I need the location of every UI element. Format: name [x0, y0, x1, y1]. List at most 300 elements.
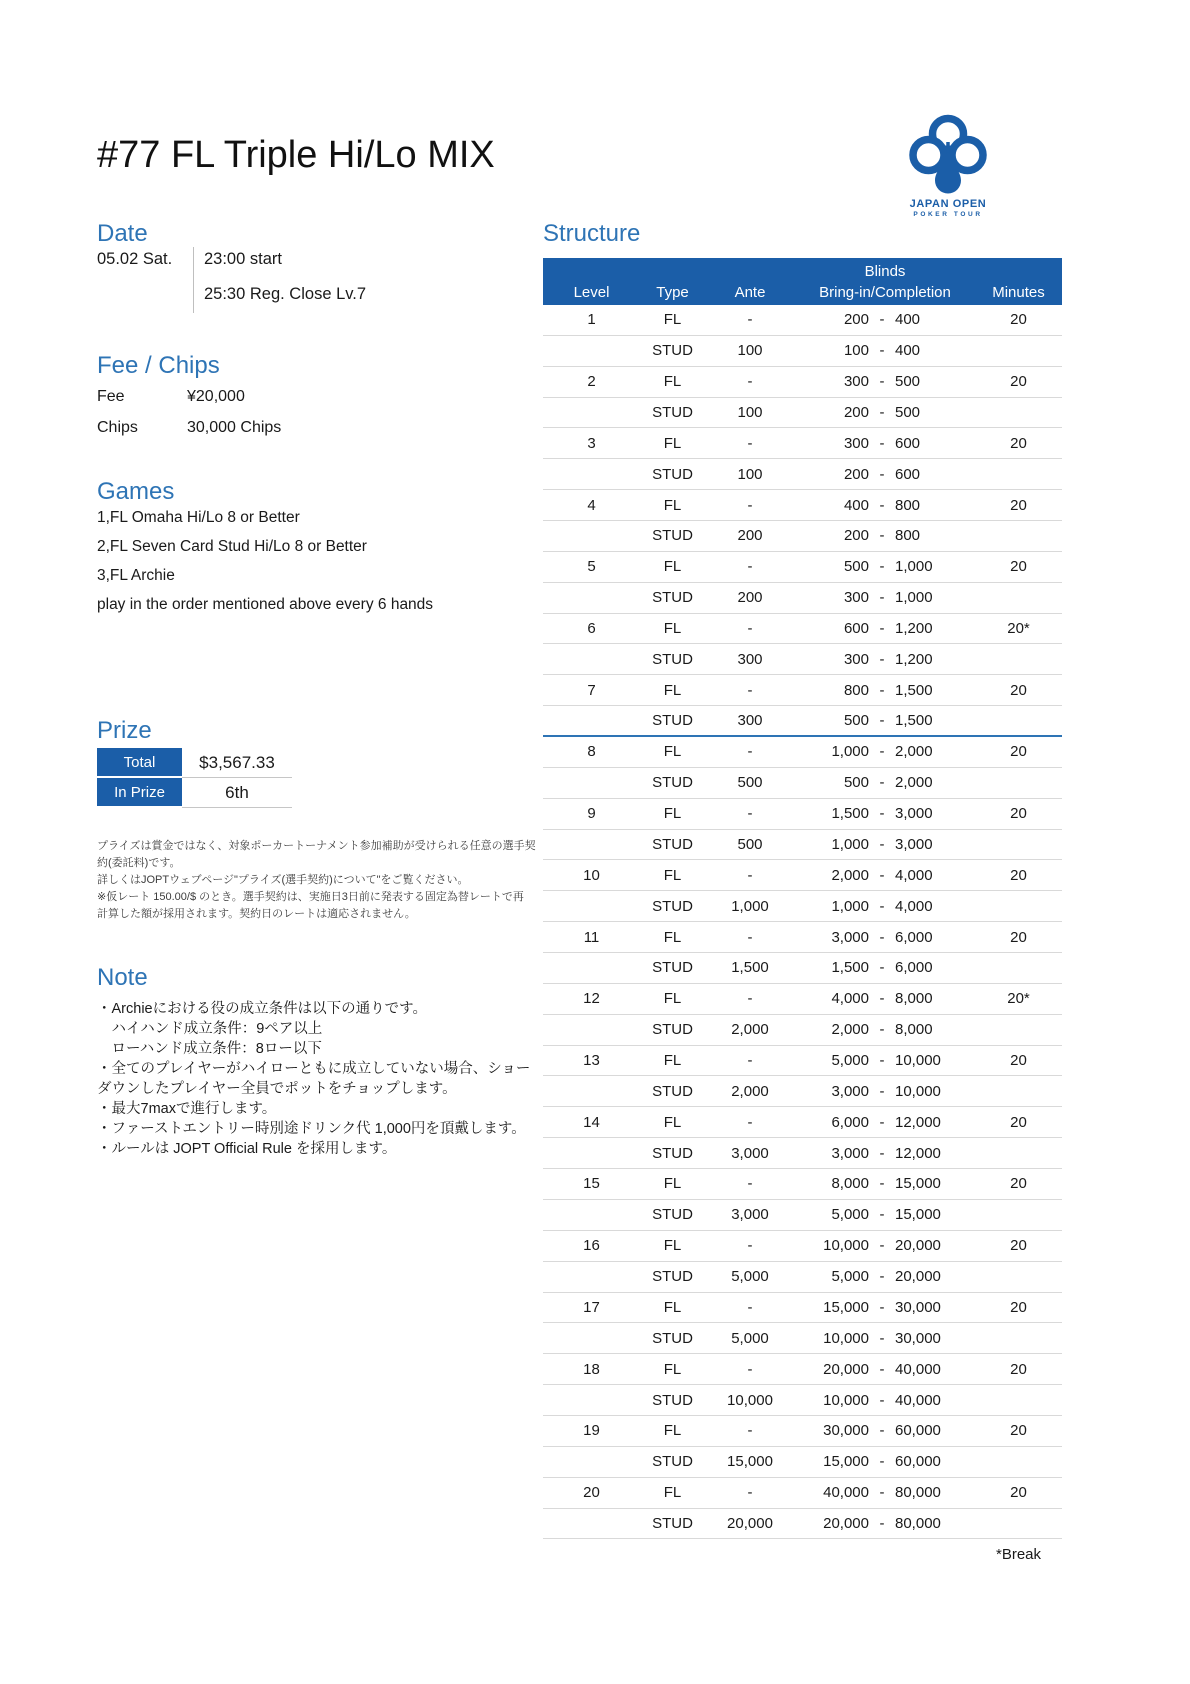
bringin-value: 1,000	[831, 743, 869, 761]
bringin-value: 200	[843, 404, 869, 421]
completion-value: 3,000	[895, 805, 933, 823]
cell-blinds	[795, 1299, 975, 1316]
bringin-value: 3,000	[831, 928, 869, 946]
fee-chips-list	[97, 388, 281, 450]
cell-minutes: 20	[1010, 1298, 1027, 1316]
cell-type: STUD	[652, 1206, 693, 1224]
bringin-value: 15,000	[823, 1453, 869, 1471]
structure-row	[543, 552, 1062, 583]
cell-blinds	[795, 990, 975, 1007]
structure-row	[543, 737, 1062, 768]
completion-value: 1,500	[895, 712, 933, 730]
completion-value: 30,000	[895, 1298, 941, 1316]
prize-disclaimer	[97, 838, 577, 923]
blinds-separator: -	[879, 1021, 885, 1039]
completion-value: 20,000	[895, 1268, 941, 1286]
cell-ante: -	[747, 743, 753, 761]
structure-row	[543, 1416, 1062, 1447]
cell-type: STUD	[652, 712, 693, 730]
completion-value: 1,200	[895, 650, 933, 668]
cell-blinds	[795, 404, 975, 421]
structure-row	[543, 614, 1062, 645]
structure-column-labels	[543, 284, 1062, 301]
cell-type: STUD	[652, 897, 693, 915]
bringin-value: 6,000	[831, 1113, 869, 1131]
cell-type: FL	[663, 681, 682, 699]
note-line: ・ルールは JOPT Official Rule を採用します。	[97, 1141, 397, 1157]
club-icon	[898, 114, 998, 196]
blinds-separator: -	[879, 650, 885, 668]
cell-level: 4	[587, 496, 596, 514]
blinds-separator: -	[879, 712, 885, 730]
blinds-separator: -	[879, 404, 885, 421]
bringin-value: 15,000	[823, 1298, 869, 1316]
blinds-separator: -	[879, 743, 885, 761]
cell-minutes: 20	[1010, 681, 1027, 699]
cell-ante: 20,000	[727, 1514, 773, 1532]
cell-ante: -	[747, 1175, 753, 1193]
date-time-line: 25:30 Reg. Close Lv.7	[204, 285, 367, 303]
completion-value: 20,000	[895, 1237, 941, 1255]
bringin-value: 1,000	[831, 897, 869, 915]
cell-ante: -	[747, 928, 753, 946]
cell-type: STUD	[652, 836, 693, 854]
completion-value: 80,000	[895, 1484, 941, 1502]
cell-blinds	[795, 682, 975, 699]
cell-ante: -	[747, 805, 753, 823]
cell-ante: -	[747, 681, 753, 699]
game-item: 3,FL Archie	[97, 567, 175, 584]
cell-level: 5	[587, 558, 596, 576]
bringin-value: 100	[843, 342, 869, 360]
cell-type: STUD	[652, 589, 693, 607]
note-heading: Note	[97, 964, 148, 991]
structure-row	[543, 1107, 1062, 1138]
cell-level: 18	[583, 1360, 600, 1378]
cell-minutes: 20	[1010, 743, 1027, 761]
structure-row	[543, 1354, 1062, 1385]
completion-value: 6,000	[895, 928, 933, 946]
cell-type: FL	[663, 620, 682, 638]
logo-text-japan-open: JAPAN OPEN	[909, 198, 987, 210]
bringin-value: 200	[843, 527, 869, 545]
structure-row	[543, 1293, 1062, 1324]
cell-ante: 3,000	[731, 1206, 769, 1224]
completion-value: 12,000	[895, 1113, 941, 1131]
blinds-separator: -	[879, 1329, 885, 1347]
completion-value: 6,000	[895, 959, 933, 977]
cell-ante: -	[747, 373, 753, 391]
blinds-separator: -	[879, 836, 885, 854]
cell-type: STUD	[652, 342, 693, 360]
cell-minutes: 20	[1010, 434, 1027, 452]
completion-value: 40,000	[895, 1391, 941, 1409]
cell-level: 12	[583, 990, 600, 1008]
bringin-value: 600	[843, 620, 869, 638]
prize-row-label: In Prize	[97, 778, 182, 808]
cell-blinds	[795, 1330, 975, 1347]
bringin-value: 300	[843, 589, 869, 607]
cell-level: 7	[587, 681, 596, 699]
bringin-value: 300	[843, 434, 869, 452]
structure-row	[543, 1509, 1062, 1540]
cell-blinds	[795, 1237, 975, 1254]
logo-text-poker-tour: POKER TOUR	[913, 211, 983, 218]
cell-level: 14	[583, 1113, 600, 1131]
bringin-value: 3,000	[831, 1082, 869, 1100]
games-heading: Games	[97, 478, 175, 505]
cell-level: 8	[587, 743, 596, 761]
completion-value: 400	[895, 311, 921, 329]
bringin-value: 8,000	[831, 1175, 869, 1193]
structure-row	[543, 1046, 1062, 1077]
cell-level: 19	[583, 1422, 600, 1440]
prize-disclaimer-line: 約(委託料)です。	[97, 857, 181, 869]
prize-disclaimer-line: 詳しくはJOPTウェブページ"プライズ(選手契約)について"をご覧ください。	[97, 874, 469, 886]
cell-ante: 300	[737, 650, 763, 668]
note-line: ダウンしたプレイヤー全員でポットをチョップします。	[97, 1081, 457, 1097]
cell-blinds	[795, 959, 975, 976]
cell-blinds	[795, 867, 975, 884]
structure-row	[543, 459, 1062, 490]
fee-chips-row	[97, 388, 281, 419]
col-header-level: Level	[573, 284, 610, 301]
note-line: ハイハンド成立条件：9ペア以上	[97, 1021, 323, 1037]
cell-blinds	[795, 1114, 975, 1131]
cell-blinds	[795, 898, 975, 915]
cell-minutes: 20	[1010, 1422, 1027, 1440]
prize-disclaimer-line: ※仮レート 150.00/$ のとき。選手契約は、実施日3日前に発表する固定為替レートで再	[97, 891, 524, 903]
col-header-bringin-completion: Bring-in/Completion	[819, 284, 951, 301]
note-line: ・最大7maxで進行します。	[97, 1101, 277, 1117]
completion-value: 10,000	[895, 1052, 941, 1070]
cell-ante: 500	[737, 836, 763, 854]
structure-row	[543, 799, 1062, 830]
cell-type: STUD	[652, 1514, 693, 1532]
bringin-value: 10,000	[823, 1237, 869, 1255]
blinds-separator: -	[879, 1360, 885, 1378]
completion-value: 30,000	[895, 1329, 941, 1347]
cell-ante: -	[747, 558, 753, 576]
cell-ante: 300	[737, 712, 763, 730]
blinds-separator: -	[879, 928, 885, 946]
cell-type: STUD	[652, 1144, 693, 1162]
cell-ante: 5,000	[731, 1329, 769, 1347]
cell-ante: -	[747, 620, 753, 638]
games-list	[97, 509, 433, 625]
completion-value: 500	[895, 404, 921, 421]
blinds-separator: -	[879, 558, 885, 576]
cell-blinds	[795, 1268, 975, 1285]
cell-ante: -	[747, 1484, 753, 1502]
cell-level: 17	[583, 1298, 600, 1316]
cell-minutes: 20	[1010, 1360, 1027, 1378]
cell-ante: -	[747, 990, 753, 1008]
cell-type: FL	[663, 434, 682, 452]
cell-blinds	[795, 342, 975, 359]
cell-blinds	[795, 1484, 975, 1501]
cell-type: FL	[663, 1052, 682, 1070]
cell-type: STUD	[652, 1453, 693, 1471]
blinds-separator: -	[879, 1268, 885, 1286]
cell-level: 11	[583, 928, 600, 946]
cell-type: FL	[663, 1422, 682, 1440]
cell-blinds	[795, 1052, 975, 1069]
fee-chips-label: Fee	[97, 388, 125, 405]
completion-value: 4,000	[895, 897, 933, 915]
bringin-value: 1,500	[831, 805, 869, 823]
blinds-separator: -	[879, 1391, 885, 1409]
cell-type: STUD	[652, 1082, 693, 1100]
cell-blinds	[795, 805, 975, 822]
col-header-minutes: Minutes	[992, 284, 1045, 301]
cell-ante: -	[747, 1237, 753, 1255]
completion-value: 600	[895, 434, 921, 452]
cell-type: FL	[663, 496, 682, 514]
cell-ante: -	[747, 496, 753, 514]
cell-minutes: 20	[1010, 496, 1027, 514]
blinds-separator: -	[879, 434, 885, 452]
structure-row	[543, 830, 1062, 861]
completion-value: 12,000	[895, 1144, 941, 1162]
structure-row	[543, 521, 1062, 552]
structure-row	[543, 367, 1062, 398]
bringin-value: 300	[843, 650, 869, 668]
cell-blinds	[795, 373, 975, 390]
structure-row	[543, 583, 1062, 614]
break-footnote: *Break	[995, 1546, 1042, 1563]
cell-type: STUD	[652, 1329, 693, 1347]
completion-value: 1,200	[895, 620, 933, 638]
blinds-separator: -	[879, 1298, 885, 1316]
cell-blinds	[795, 1175, 975, 1192]
blinds-separator: -	[879, 527, 885, 545]
cell-ante: 3,000	[731, 1144, 769, 1162]
cell-blinds	[795, 466, 975, 483]
blinds-separator: -	[879, 1453, 885, 1471]
bringin-value: 3,000	[831, 1144, 869, 1162]
cell-type: STUD	[652, 774, 693, 792]
completion-value: 8,000	[895, 1021, 933, 1039]
fee-chips-row	[97, 419, 281, 450]
blinds-separator: -	[879, 342, 885, 360]
cell-minutes: 20	[1010, 928, 1027, 946]
structure-row	[543, 1015, 1062, 1046]
cell-blinds	[795, 712, 975, 729]
cell-minutes: 20	[1010, 866, 1027, 884]
structure-row	[543, 984, 1062, 1015]
prize-table	[97, 748, 292, 808]
bringin-value: 5,000	[831, 1052, 869, 1070]
cell-blinds	[795, 589, 975, 606]
bringin-value: 20,000	[823, 1514, 869, 1532]
bringin-value: 1,500	[831, 959, 869, 977]
completion-value: 2,000	[895, 743, 933, 761]
prize-row	[97, 748, 292, 778]
structure-row	[543, 1138, 1062, 1169]
blinds-separator: -	[879, 373, 885, 391]
cell-blinds	[795, 1422, 975, 1439]
cell-level: 20	[583, 1484, 600, 1502]
note-line: ローハンド成立条件：8ロー以下	[97, 1041, 322, 1057]
date-divider-line	[193, 247, 194, 313]
cell-minutes: 20	[1010, 1175, 1027, 1193]
structure-row	[543, 1323, 1062, 1354]
cell-type: STUD	[652, 1268, 693, 1286]
completion-value: 400	[895, 342, 921, 360]
cell-ante: 200	[737, 527, 763, 545]
structure-heading: Structure	[543, 220, 641, 247]
structure-row	[543, 1385, 1062, 1416]
cell-blinds	[795, 929, 975, 946]
cell-type: STUD	[652, 650, 693, 668]
bringin-value: 300	[843, 373, 869, 391]
cell-level: 15	[583, 1175, 600, 1193]
cell-level: 2	[587, 373, 596, 391]
cell-blinds	[795, 527, 975, 544]
cell-blinds	[795, 1453, 975, 1470]
cell-blinds	[795, 836, 975, 853]
cell-type: FL	[663, 990, 682, 1008]
structure-row	[543, 398, 1062, 429]
cell-blinds	[795, 743, 975, 760]
blinds-separator: -	[879, 866, 885, 884]
cell-level: 1	[587, 311, 596, 329]
cell-level: 16	[583, 1237, 600, 1255]
cell-ante: 2,000	[731, 1021, 769, 1039]
cell-ante: -	[747, 1298, 753, 1316]
completion-value: 600	[895, 465, 921, 483]
structure-row	[543, 1262, 1062, 1293]
structure-row	[543, 675, 1062, 706]
blinds-separator: -	[879, 311, 885, 329]
prize-disclaimer-line: 計算した額が採用されます。契約日のレートは適応されません。	[97, 908, 416, 920]
bringin-value: 40,000	[823, 1484, 869, 1502]
cell-type: FL	[663, 1360, 682, 1378]
structure-row	[543, 768, 1062, 799]
cell-type: FL	[663, 743, 682, 761]
cell-type: FL	[663, 928, 682, 946]
structure-row	[543, 336, 1062, 367]
cell-ante: 100	[737, 342, 763, 360]
jopt-logo	[898, 114, 998, 218]
cell-minutes: 20	[1010, 311, 1027, 329]
bringin-value: 2,000	[831, 866, 869, 884]
completion-value: 800	[895, 496, 921, 514]
cell-ante: -	[747, 1360, 753, 1378]
blinds-separator: -	[879, 620, 885, 638]
cell-blinds	[795, 1021, 975, 1038]
cell-type: FL	[663, 1237, 682, 1255]
blinds-separator: -	[879, 774, 885, 792]
cell-minutes: 20	[1010, 1052, 1027, 1070]
cell-level: 3	[587, 434, 596, 452]
prize-row-value: $3,567.33	[182, 748, 292, 778]
completion-value: 800	[895, 527, 921, 545]
structure-row	[543, 490, 1062, 521]
blinds-separator: -	[879, 1514, 885, 1532]
cell-ante: -	[747, 1113, 753, 1131]
cell-type: FL	[663, 311, 682, 329]
cell-type: FL	[663, 866, 682, 884]
prize-disclaimer-line: プライズは賞金ではなく、対象ポーカートーナメント参加補助が受けられる任意の選手契	[97, 840, 536, 852]
cell-type: FL	[663, 558, 682, 576]
cell-type: STUD	[652, 465, 693, 483]
structure-row	[543, 644, 1062, 675]
date-times	[204, 250, 366, 320]
cell-type: FL	[663, 1113, 682, 1131]
fee-chips-value: ¥20,000	[187, 388, 245, 405]
fee-chips-label: Chips	[97, 419, 138, 436]
game-item: play in the order mentioned above every 6 hands	[97, 596, 434, 613]
bringin-value: 30,000	[823, 1422, 869, 1440]
bringin-value: 5,000	[831, 1268, 869, 1286]
cell-ante: -	[747, 866, 753, 884]
cell-minutes: 20	[1010, 1237, 1027, 1255]
cell-type: FL	[663, 805, 682, 823]
bringin-value: 5,000	[831, 1206, 869, 1224]
cell-type: STUD	[652, 527, 693, 545]
cell-ante: 15,000	[727, 1453, 773, 1471]
structure-row	[543, 706, 1062, 737]
completion-value: 40,000	[895, 1360, 941, 1378]
completion-value: 60,000	[895, 1422, 941, 1440]
cell-type: FL	[663, 1175, 682, 1193]
completion-value: 1,500	[895, 681, 933, 699]
bringin-value: 10,000	[823, 1391, 869, 1409]
cell-ante: 2,000	[731, 1082, 769, 1100]
blinds-separator: -	[879, 1144, 885, 1162]
date-heading: Date	[97, 220, 148, 247]
cell-type: STUD	[652, 959, 693, 977]
structure-row	[543, 1231, 1062, 1262]
note-list	[97, 999, 597, 1159]
bringin-value: 400	[843, 496, 869, 514]
date-day: 05.02 Sat.	[97, 250, 173, 268]
completion-value: 60,000	[895, 1453, 941, 1471]
blinds-separator: -	[879, 805, 885, 823]
note-line: ・ファーストエントリー時別途ドリンク代 1,000円を頂戴します。	[97, 1121, 526, 1137]
blinds-group-label: Blinds	[864, 263, 906, 280]
col-header-type: Type	[656, 284, 689, 301]
bringin-value: 500	[843, 774, 869, 792]
cell-type: STUD	[652, 1391, 693, 1409]
blinds-separator: -	[879, 1422, 885, 1440]
cell-ante: 100	[737, 465, 763, 483]
note-line: ・全てのプレイヤーがハイローともに成立していない場合、ショー	[97, 1061, 531, 1077]
cell-level: 13	[583, 1052, 600, 1070]
game-item: 1,FL Omaha Hi/Lo 8 or Better	[97, 509, 300, 526]
cell-blinds	[795, 1515, 975, 1532]
bringin-value: 800	[843, 681, 869, 699]
blinds-separator: -	[879, 681, 885, 699]
game-item: 2,FL Seven Card Stud Hi/Lo 8 or Better	[97, 538, 367, 555]
cell-blinds	[795, 651, 975, 668]
blinds-separator: -	[879, 465, 885, 483]
completion-value: 1,000	[895, 558, 933, 576]
structure-row	[543, 860, 1062, 891]
structure-row	[543, 1076, 1062, 1107]
blinds-separator: -	[879, 1206, 885, 1224]
cell-ante: 1,500	[731, 959, 769, 977]
completion-value: 80,000	[895, 1514, 941, 1532]
cell-minutes: 20*	[1007, 990, 1030, 1008]
structure-row	[543, 953, 1062, 984]
cell-type: FL	[663, 1484, 682, 1502]
blinds-separator: -	[879, 589, 885, 607]
page-title: #77 FL Triple Hi/Lo MIX	[97, 134, 495, 176]
cell-ante: 100	[737, 404, 763, 421]
